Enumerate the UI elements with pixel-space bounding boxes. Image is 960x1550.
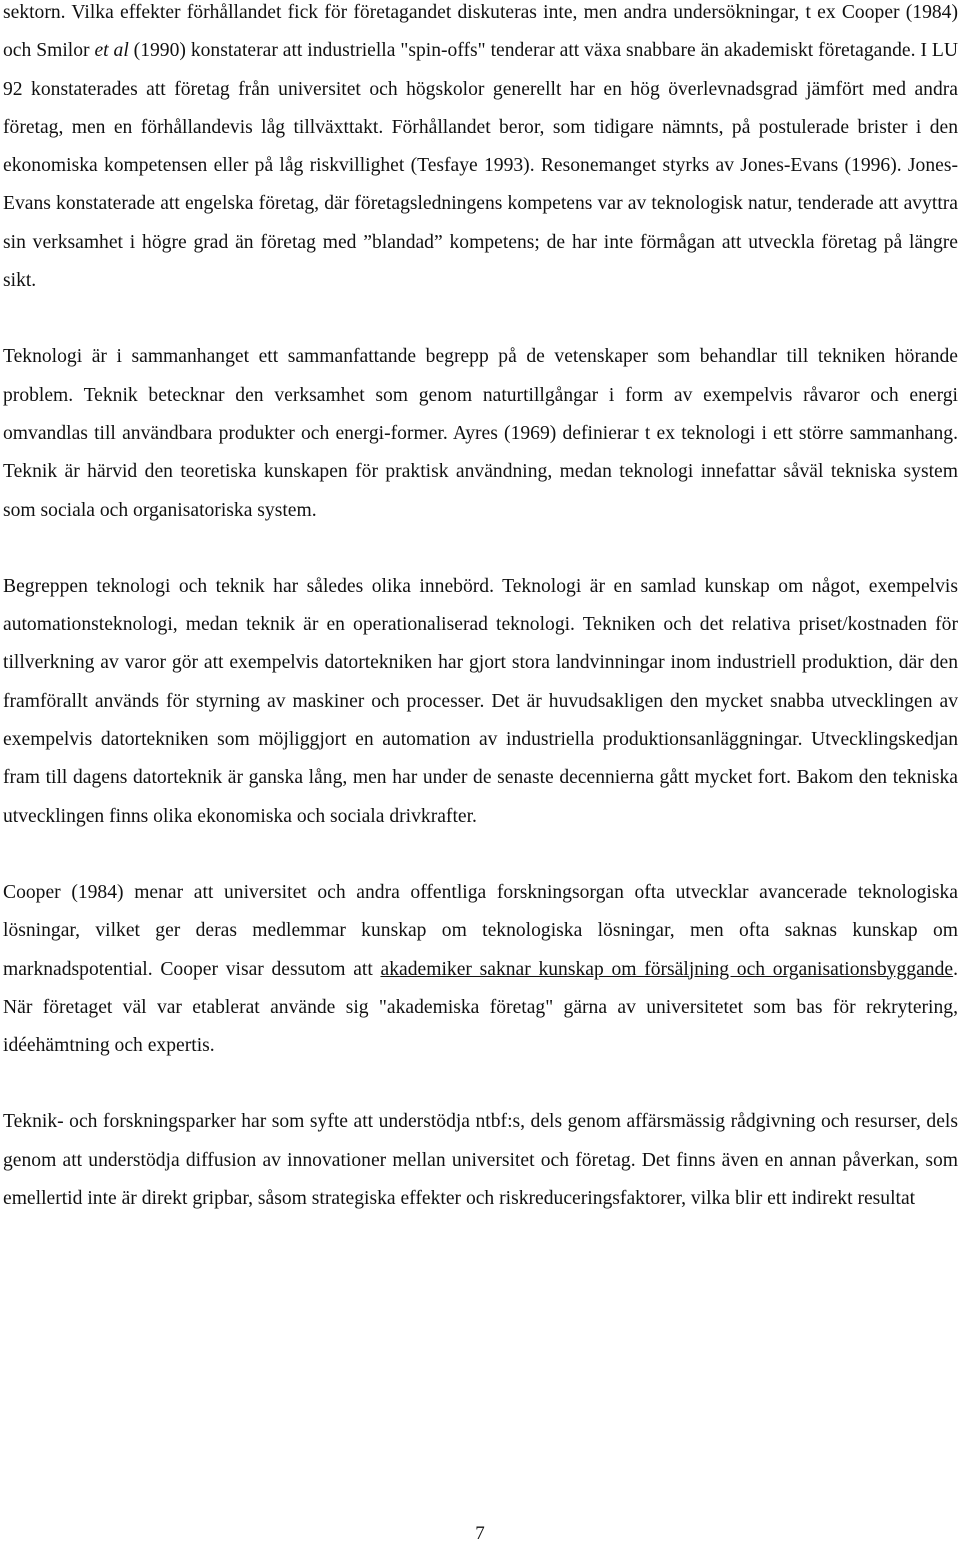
underlined-text: akademiker saknar kunskap om försäljning och organisationsbyggande <box>380 958 954 980</box>
text-segment: . När företaget väl var etablerat använde sig "akademiska företag" gärna av universitetet som bas för rekrytering, idéehämtning och expertis. <box>3 958 959 1057</box>
italic-text: et al <box>94 40 129 62</box>
page-number: 7 <box>475 1523 485 1544</box>
text-segment: (1990) konstaterar att industriella "spin-offs" tenderar att växa snabbare än akademiskt företagande. I LU 92 konstaterades att företag från universitet och högskolor generellt har en hög överlevnadsgrad jämfört med andra företag, men en förhållandevis låg tillväxttakt. Förhållandet beror, som tidigare nämnts, på postulerade brister i den ekonomiska kompetensen eller på låg riskvillighet (Tesfaye 1993). Resonemanget styrks av Jones-Evans (1996). Jones-Evans konstaterade att engelska företag, där företagsledningens kompetens var av teknologisk natur, tenderade att avyttra sin verksamhet i högre grad än företag med ”blandad” kompetens; de har inte förmågan att utveckla företag på längre sikt. <box>3 40 958 292</box>
paragraph-3 <box>3 568 958 836</box>
paragraph-gap <box>3 836 958 874</box>
paragraph-4 <box>3 874 958 1065</box>
paragraph-gap <box>3 1065 958 1103</box>
paragraph-gap <box>3 530 958 568</box>
text-segment: Begreppen teknologi och teknik har således olika innebörd. Teknologi är en samlad kunskap om något, exempelvis automationsteknologi, medan teknik är en operationaliserad teknologi. Tekniken och det relativa priset/kostnaden för tillverkning av varor gör att exempelvis datortekniken har gjort stora landvinningar inom industriell produktion, där den framförallt används för styrning av maskiner och processer. Det är huvudsakligen den mycket snabba utvecklingen av exempelvis datortekniken som möjliggjort en automation av industriella produktionsanläggningar. Utvecklingskedjan fram till dagens datorteknik är ganska lång, men har under de senaste decennierna gått mycket fort. Bakom den tekniska utvecklingen finns olika ekonomiska och sociala drivkrafter. <box>3 575 958 827</box>
paragraph-2 <box>3 338 958 529</box>
text-segment: sektorn. Vilka effekter förhållandet fick för företagandet diskuteras inte, men andra undersökningar, t ex Cooper (1984) och Smilor <box>3 2 958 62</box>
paragraph-5 <box>3 1103 958 1218</box>
text-segment: Teknik- och forskningsparker har som syfte att understödja ntbf:s, dels genom affärsmässig rådgivning och resurser, dels genom att understödja diffusion av innovationer mellan universitet och företag. Det finns även en annan påverkan, som emellertid inte är direkt gripbar, såsom strategiska effekter och riskreduceringsfaktorer, vilka blir ett indirekt resultat <box>3 1111 958 1210</box>
text-segment: Cooper (1984) menar att universitet och andra offentliga forskningsorgan ofta utvecklar avancerade teknologiska lösningar, vilket ger deras medlemmar kunskap om teknologiska lösningar, men ofta saknas kunskap om marknadspotential. Cooper visar dessutom att <box>3 881 958 980</box>
document-page <box>3 0 958 1218</box>
paragraph-1 <box>3 0 958 300</box>
text-segment: Teknologi är i sammanhanget ett sammanfattande begrepp på de vetenskaper som behandlar till tekniken hörande problem. Teknik betecknar den verksamhet som genom naturtillgångar i form av exempelvis råvaror och energi omvandlas till användbara produkter och energi-former. Ayres (1969) definierar t ex teknologi i ett större sammanhang. Teknik är härvid den teoretiska kunskapen för praktisk användning, medan teknologi innefattar såväl tekniska system som sociala och organisatoriska system. <box>3 346 958 521</box>
paragraph-gap <box>3 300 958 338</box>
